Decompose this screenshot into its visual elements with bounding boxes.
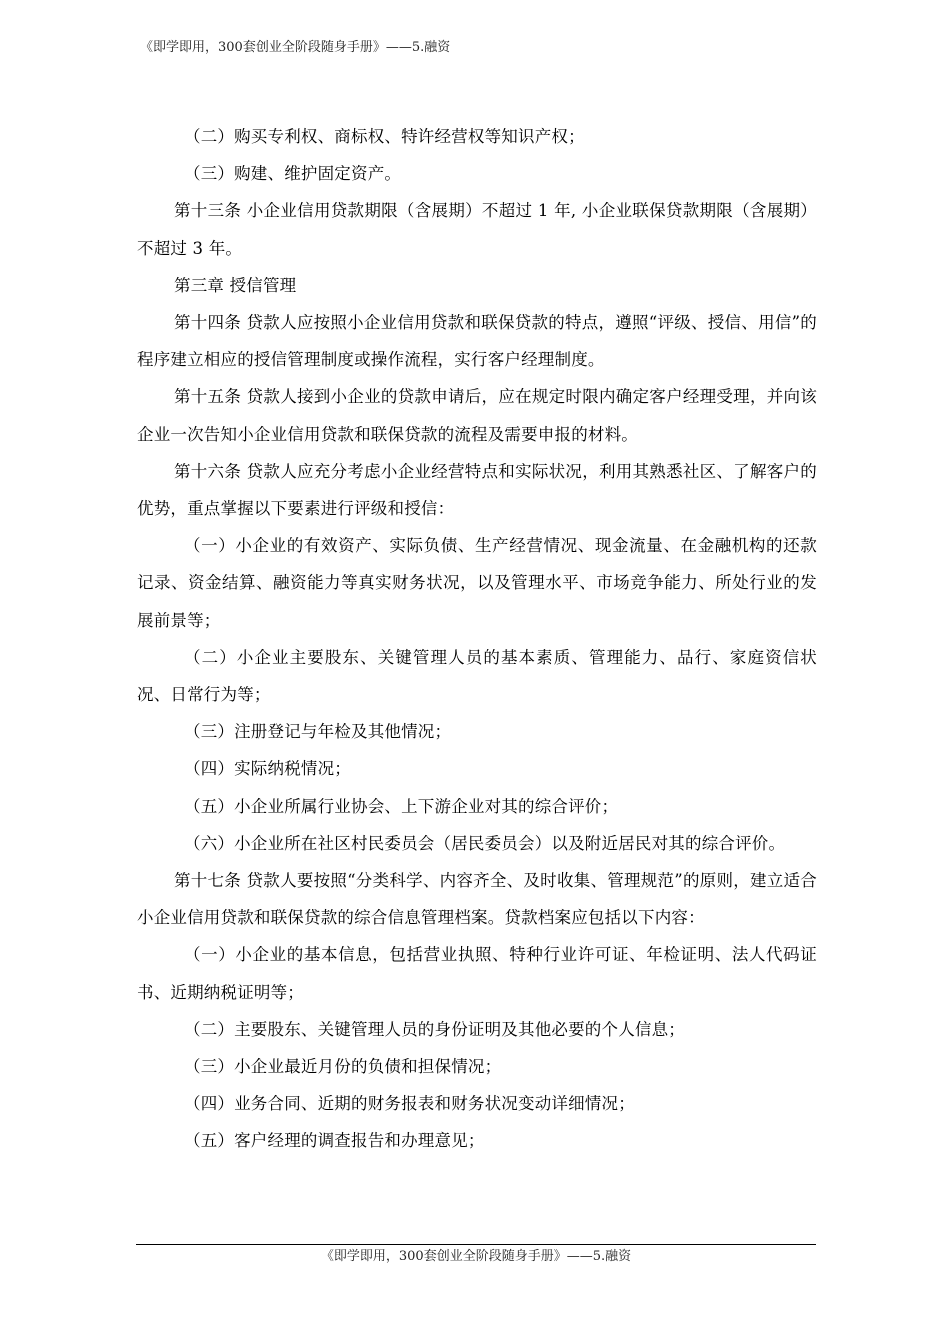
paragraph: （四）实际纳税情况； bbox=[184, 759, 351, 779]
paragraph: （三）注册登记与年检及其他情况； bbox=[184, 722, 452, 742]
paragraph: （三）小企业最近月份的负债和担保情况； bbox=[184, 1057, 502, 1077]
paragraph: 第十三条 小企业信用贷款期限（含展期）不超过 1 年, 小企业联保贷款期限（含展期）不超过 3 年。 bbox=[137, 201, 817, 258]
paragraph: （三）购建、维护固定资产。 bbox=[184, 164, 402, 184]
paragraph: （二）主要股东、关键管理人员的身份证明及其他必要的个人信息； bbox=[184, 1019, 685, 1039]
page-footer: 《即学即用，300套创业全阶段随身手册》——5.融资 bbox=[320, 1249, 632, 1264]
paragraph: 第十四条 贷款人应按照小企业信用贷款和联保贷款的特点，遵照“评级、授信、用信”的程序建立相应的授信管理制度或操作流程，实行客户经理制度。 bbox=[137, 313, 817, 370]
chapter-heading: 第三章 授信管理 bbox=[174, 275, 297, 295]
paragraph: （一）小企业的有效资产、实际负债、生产经营情况、现金流量、在金融机构的还款记录、资金结算、融资能力等真实财务状况，以及管理水平、市场竞争能力、所处行业的发展前景等； bbox=[137, 536, 817, 630]
paragraph: （五）客户经理的调查报告和办理意见； bbox=[184, 1131, 485, 1151]
page-header: 《即学即用，300套创业全阶段随身手册》——5.融资 bbox=[140, 40, 451, 55]
paragraph: （六）小企业所在社区村民委员会（居民委员会）以及附近居民对其的综合评价。 bbox=[184, 833, 786, 853]
paragraph: 第十七条 贷款人要按照“分类科学、内容齐全、及时收集、管理规范”的原则，建立适合小企业信用贷款和联保贷款的综合信息管理档案。贷款档案应包括以下内容： bbox=[137, 871, 817, 928]
footer-divider bbox=[136, 1244, 816, 1245]
paragraph: 第十五条 贷款人接到小企业的贷款申请后，应在规定时限内确定客户经理受理，并向该企业一次告知小企业信用贷款和联保贷款的流程及需要申报的材料。 bbox=[137, 387, 817, 444]
paragraph: （一）小企业的基本信息，包括营业执照、特种行业许可证、年检证明、法人代码证书、近期纳税证明等； bbox=[137, 945, 817, 1002]
paragraph: （五）小企业所属行业协会、上下游企业对其的综合评价； bbox=[184, 796, 619, 816]
paragraph: 第十六条 贷款人应充分考虑小企业经营特点和实际状况，利用其熟悉社区、了解客户的优势，重点掌握以下要素进行评级和授信： bbox=[137, 461, 817, 519]
paragraph: （四）业务合同、近期的财务报表和财务状况变动详细情况； bbox=[184, 1094, 635, 1114]
document-body bbox=[137, 118, 817, 1160]
paragraph: （二）购买专利权、商标权、特许经营权等知识产权； bbox=[184, 127, 585, 146]
paragraph: （二）小企业主要股东、关键管理人员的基本素质、管理能力、品行、家庭资信状况、日常行为等； bbox=[137, 647, 817, 705]
